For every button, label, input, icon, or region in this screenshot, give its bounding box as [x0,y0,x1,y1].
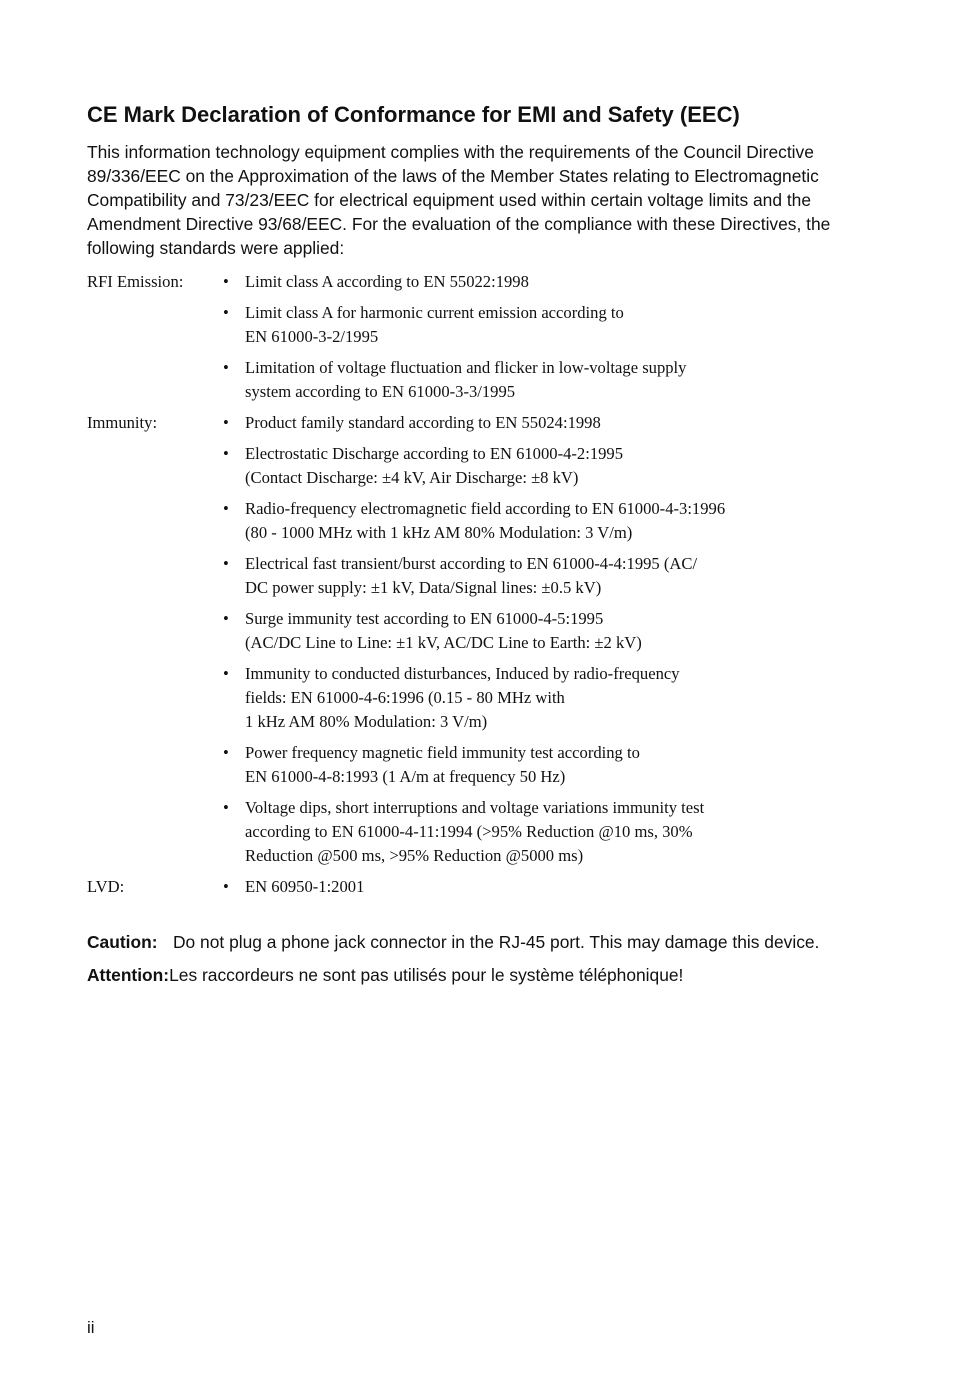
caution-note [87,930,857,954]
standards-row-lvd [87,875,785,906]
page-number: ii [87,1318,95,1337]
standards-list [223,875,785,899]
list-item-text: EN 60950-1:2001 [245,877,365,896]
list-item-text: Limit class A for harmonic current emission according to EN 61000-3-2/1995 [245,303,624,346]
list-item [223,552,785,600]
bullet-icon: • [223,664,229,683]
list-item [223,301,785,349]
list-item [223,607,785,655]
list-item [223,796,785,868]
standards-row-rfi-emission [87,270,785,411]
attention-label: Attention: [87,965,170,985]
bullet-icon: • [223,499,229,518]
section-title: CE Mark Declaration of Conformance for EMI and Safety (EEC) [87,102,740,127]
bullet-icon: • [223,358,229,377]
list-item-text: Voltage dips, short interruptions and voltage variations immunity test according to EN 61000-4-11:1994 (>95% Reduction @10 ms, 30% Reduction @500 ms, >95% Reduction @5000 ms) [245,798,705,865]
list-item [223,411,785,435]
bullet-icon: • [223,444,229,463]
category-label: LVD: [87,877,125,896]
list-item-text: Power frequency magnetic field immunity test according to EN 61000-4-8:1993 (1 A/m at frequency 50 Hz) [245,743,640,786]
list-item-text: Radio-frequency electromagnetic field according to EN 61000-4-3:1996 (80 - 1000 MHz with 1 kHz AM 80% Modulation: 3 V/m) [245,499,726,542]
list-item [223,442,785,490]
list-item-text: Electrostatic Discharge according to EN 61000-4-2:1995 (Contact Discharge: ±4 kV, Air Discharge: ±8 kV) [245,444,624,487]
standards-row-immunity [87,411,785,875]
document-page [87,100,857,996]
list-item [223,270,785,294]
list-item-text: Limitation of voltage fluctuation and flicker in low-voltage supply system according to EN 61000-3-3/1995 [245,358,687,401]
list-item-text: Product family standard according to EN 55024:1998 [245,413,601,432]
attention-text: Les raccordeurs ne sont pas utilisés pour le système téléphonique! [169,965,684,985]
bullet-icon: • [223,554,229,573]
bullet-icon: • [223,798,229,817]
bullet-icon: • [223,609,229,628]
bullet-icon: • [223,413,229,432]
list-item [223,497,785,545]
list-item-text: Limit class A according to EN 55022:1998 [245,272,529,291]
attention-note [87,963,857,987]
standards-list [223,270,785,404]
list-item [223,741,785,789]
bullet-icon: • [223,272,229,291]
list-item [223,662,785,734]
bullet-icon: • [223,303,229,322]
list-item-text: Immunity to conducted disturbances, Induced by radio-frequency fields: EN 61000-4-6:1996 (0.15 - 80 MHz with 1 kHz AM 80% Modulation: 3 V/m) [245,664,680,731]
list-item [223,875,785,899]
caution-text: Do not plug a phone jack connector in the RJ-45 port. This may damage this device. [173,932,820,952]
bullet-icon: • [223,743,229,762]
category-label: Immunity: [87,413,158,432]
standards-list [223,411,785,868]
list-item [223,356,785,404]
bullet-icon: • [223,877,229,896]
list-item-text: Electrical fast transient/burst according to EN 61000-4-4:1995 (AC/ DC power supply: ±1 kV, Data/Signal lines: ±0.5 kV) [245,554,698,597]
intro-paragraph: This information technology equipment complies with the requirements of the Council Directive 89/336/EEC on the Approximation of the laws of the Member States relating to Electromagnetic Compatibility and 73/23/EEC for electrical equipment used within certain voltage limits and the Amendment Directive 93/68/EEC. For the evaluation of the compliance with these Directives, the following standards were applied: [87,142,831,258]
list-item-text: Surge immunity test according to EN 61000-4-5:1995 (AC/DC Line to Line: ±1 kV, AC/DC Line to Earth: ±2 kV) [245,609,642,652]
category-label: RFI Emission: [87,272,184,291]
caution-label: Caution: [87,932,158,952]
standards-table [87,270,785,906]
